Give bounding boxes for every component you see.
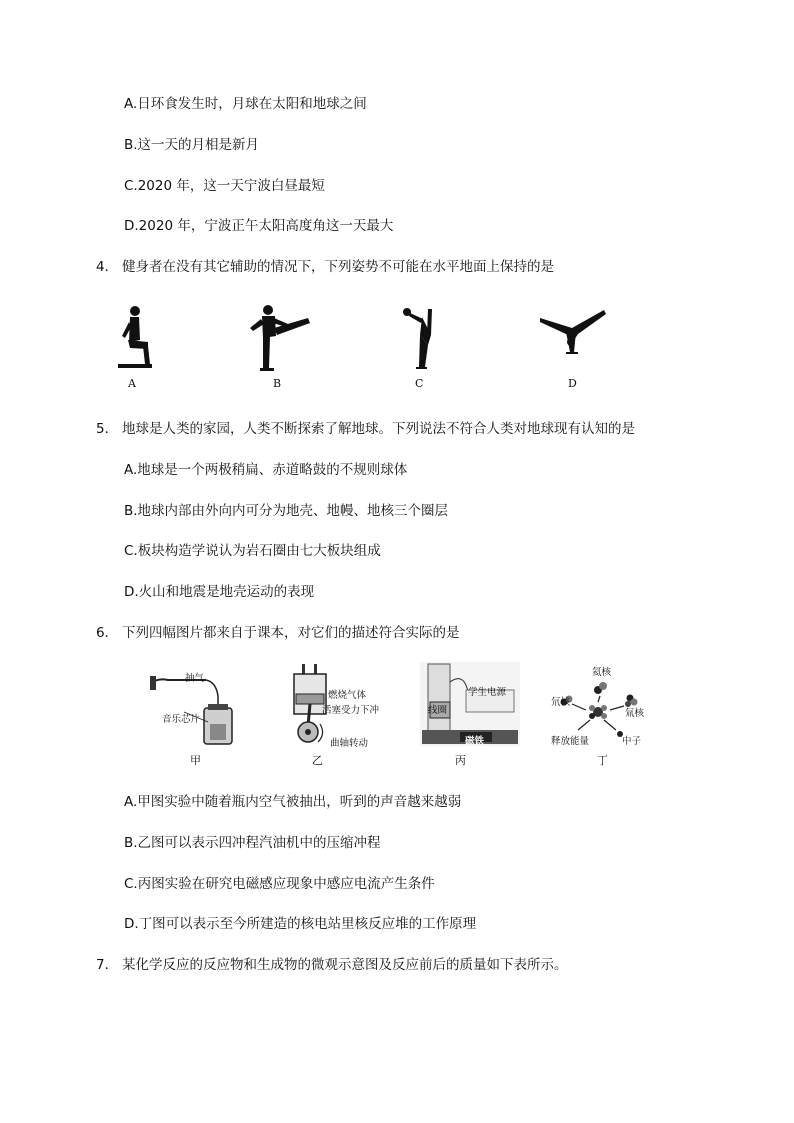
q4-stem-line: [96, 258, 554, 276]
q5-option-a: A.地球是一个两极稍扁、赤道略鼓的不规则球体: [124, 462, 408, 478]
q5-stem: 地球是人类的家园，人类不断探索了解地球。下列说法不符合人类对地球现有认知的是: [122, 421, 635, 437]
q6-ding-label-deut: 氘核: [551, 697, 571, 708]
q6-yi-label-gas: 燃烧气体: [328, 690, 367, 701]
q5-option-c: C.板块构造学说认为岩石圈由七大板块组成: [124, 543, 381, 559]
q6-ding-label-energy: 释放能量: [551, 736, 590, 747]
q6-number: 6．: [96, 625, 119, 641]
q3-option-b: B.这一天的月相是新月: [124, 137, 260, 153]
q4-caption-a: A: [128, 377, 136, 390]
q5-option-d: D.火山和地震是地壳运动的表现: [124, 584, 315, 600]
q4-number: 4．: [96, 259, 119, 275]
q6-option-a: A.甲图实验中随着瓶内空气被抽出，听到的声音越来越弱: [124, 794, 462, 810]
q4-caption-c: C: [415, 377, 424, 390]
q6-option-c: C.丙图实验在研究电磁感应现象中感应电流产生条件: [124, 876, 435, 892]
q5-option-b: B.地球内部由外向内可分为地壳、地幔、地核三个圈层: [124, 503, 449, 519]
q6-bing-label-coil: 线圈: [428, 705, 448, 716]
q3-option-d: D.2020 年，宁波正午太阳高度角这一天最大: [124, 218, 394, 234]
q6-option-b: B.乙图可以表示四冲程汽油机中的压缩冲程: [124, 835, 381, 851]
q4-caption-b: B: [273, 377, 282, 390]
q6-ding-label-neutron: 中子: [622, 736, 642, 747]
q6-caption-jia: 甲: [190, 754, 201, 767]
q6-jia-label-chip: 音乐芯片: [162, 714, 201, 725]
q4-figure-b: [248, 302, 312, 372]
q6-yi-label-crank: 曲轴转动: [330, 738, 369, 749]
q6-caption-yi: 乙: [312, 754, 323, 767]
q6-caption-ding: 丁: [597, 754, 608, 767]
q7-number: 7．: [96, 957, 119, 973]
q6-jia-label-pump: 抽气: [185, 673, 205, 684]
q4-stem: 健身者在没有其它辅助的情况下，下列姿势不可能在水平地面上保持的是: [122, 259, 554, 275]
q7-stem: 某化学反应的反应物和生成物的微观示意图及反应前后的质量如下表所示。: [122, 957, 568, 973]
q4-figure-d: [538, 308, 608, 354]
q4-figure-a: [108, 302, 158, 372]
q6-stem: 下列四幅图片都来自于课本，对它们的描述符合实际的是: [122, 625, 460, 641]
q6-option-d: D.丁图可以表示至今所建造的核电站里核反应堆的工作原理: [124, 916, 477, 932]
q6-ding-label-trit: 氚核: [625, 708, 645, 719]
q6-ding-label-he: 氦核: [592, 667, 612, 678]
q6-caption-bing: 丙: [455, 754, 466, 767]
q6-yi-label-piston: 活塞受力下冲: [322, 705, 380, 716]
q6-stem-line: [96, 624, 460, 642]
q6-bing-label-power: 学生电源: [468, 687, 507, 698]
q3-option-a: A.日环食发生时，月球在太阳和地球之间: [124, 96, 367, 112]
q7-stem-line: [96, 956, 568, 974]
q3-option-c: C.2020 年，这一天宁波白昼最短: [124, 178, 325, 194]
q5-stem-line: [96, 420, 635, 438]
q6-bing-label-magnet: 磁铁: [465, 736, 485, 747]
q5-number: 5．: [96, 421, 119, 437]
q4-figure-c: [398, 305, 440, 369]
q4-caption-d: D: [568, 377, 577, 390]
